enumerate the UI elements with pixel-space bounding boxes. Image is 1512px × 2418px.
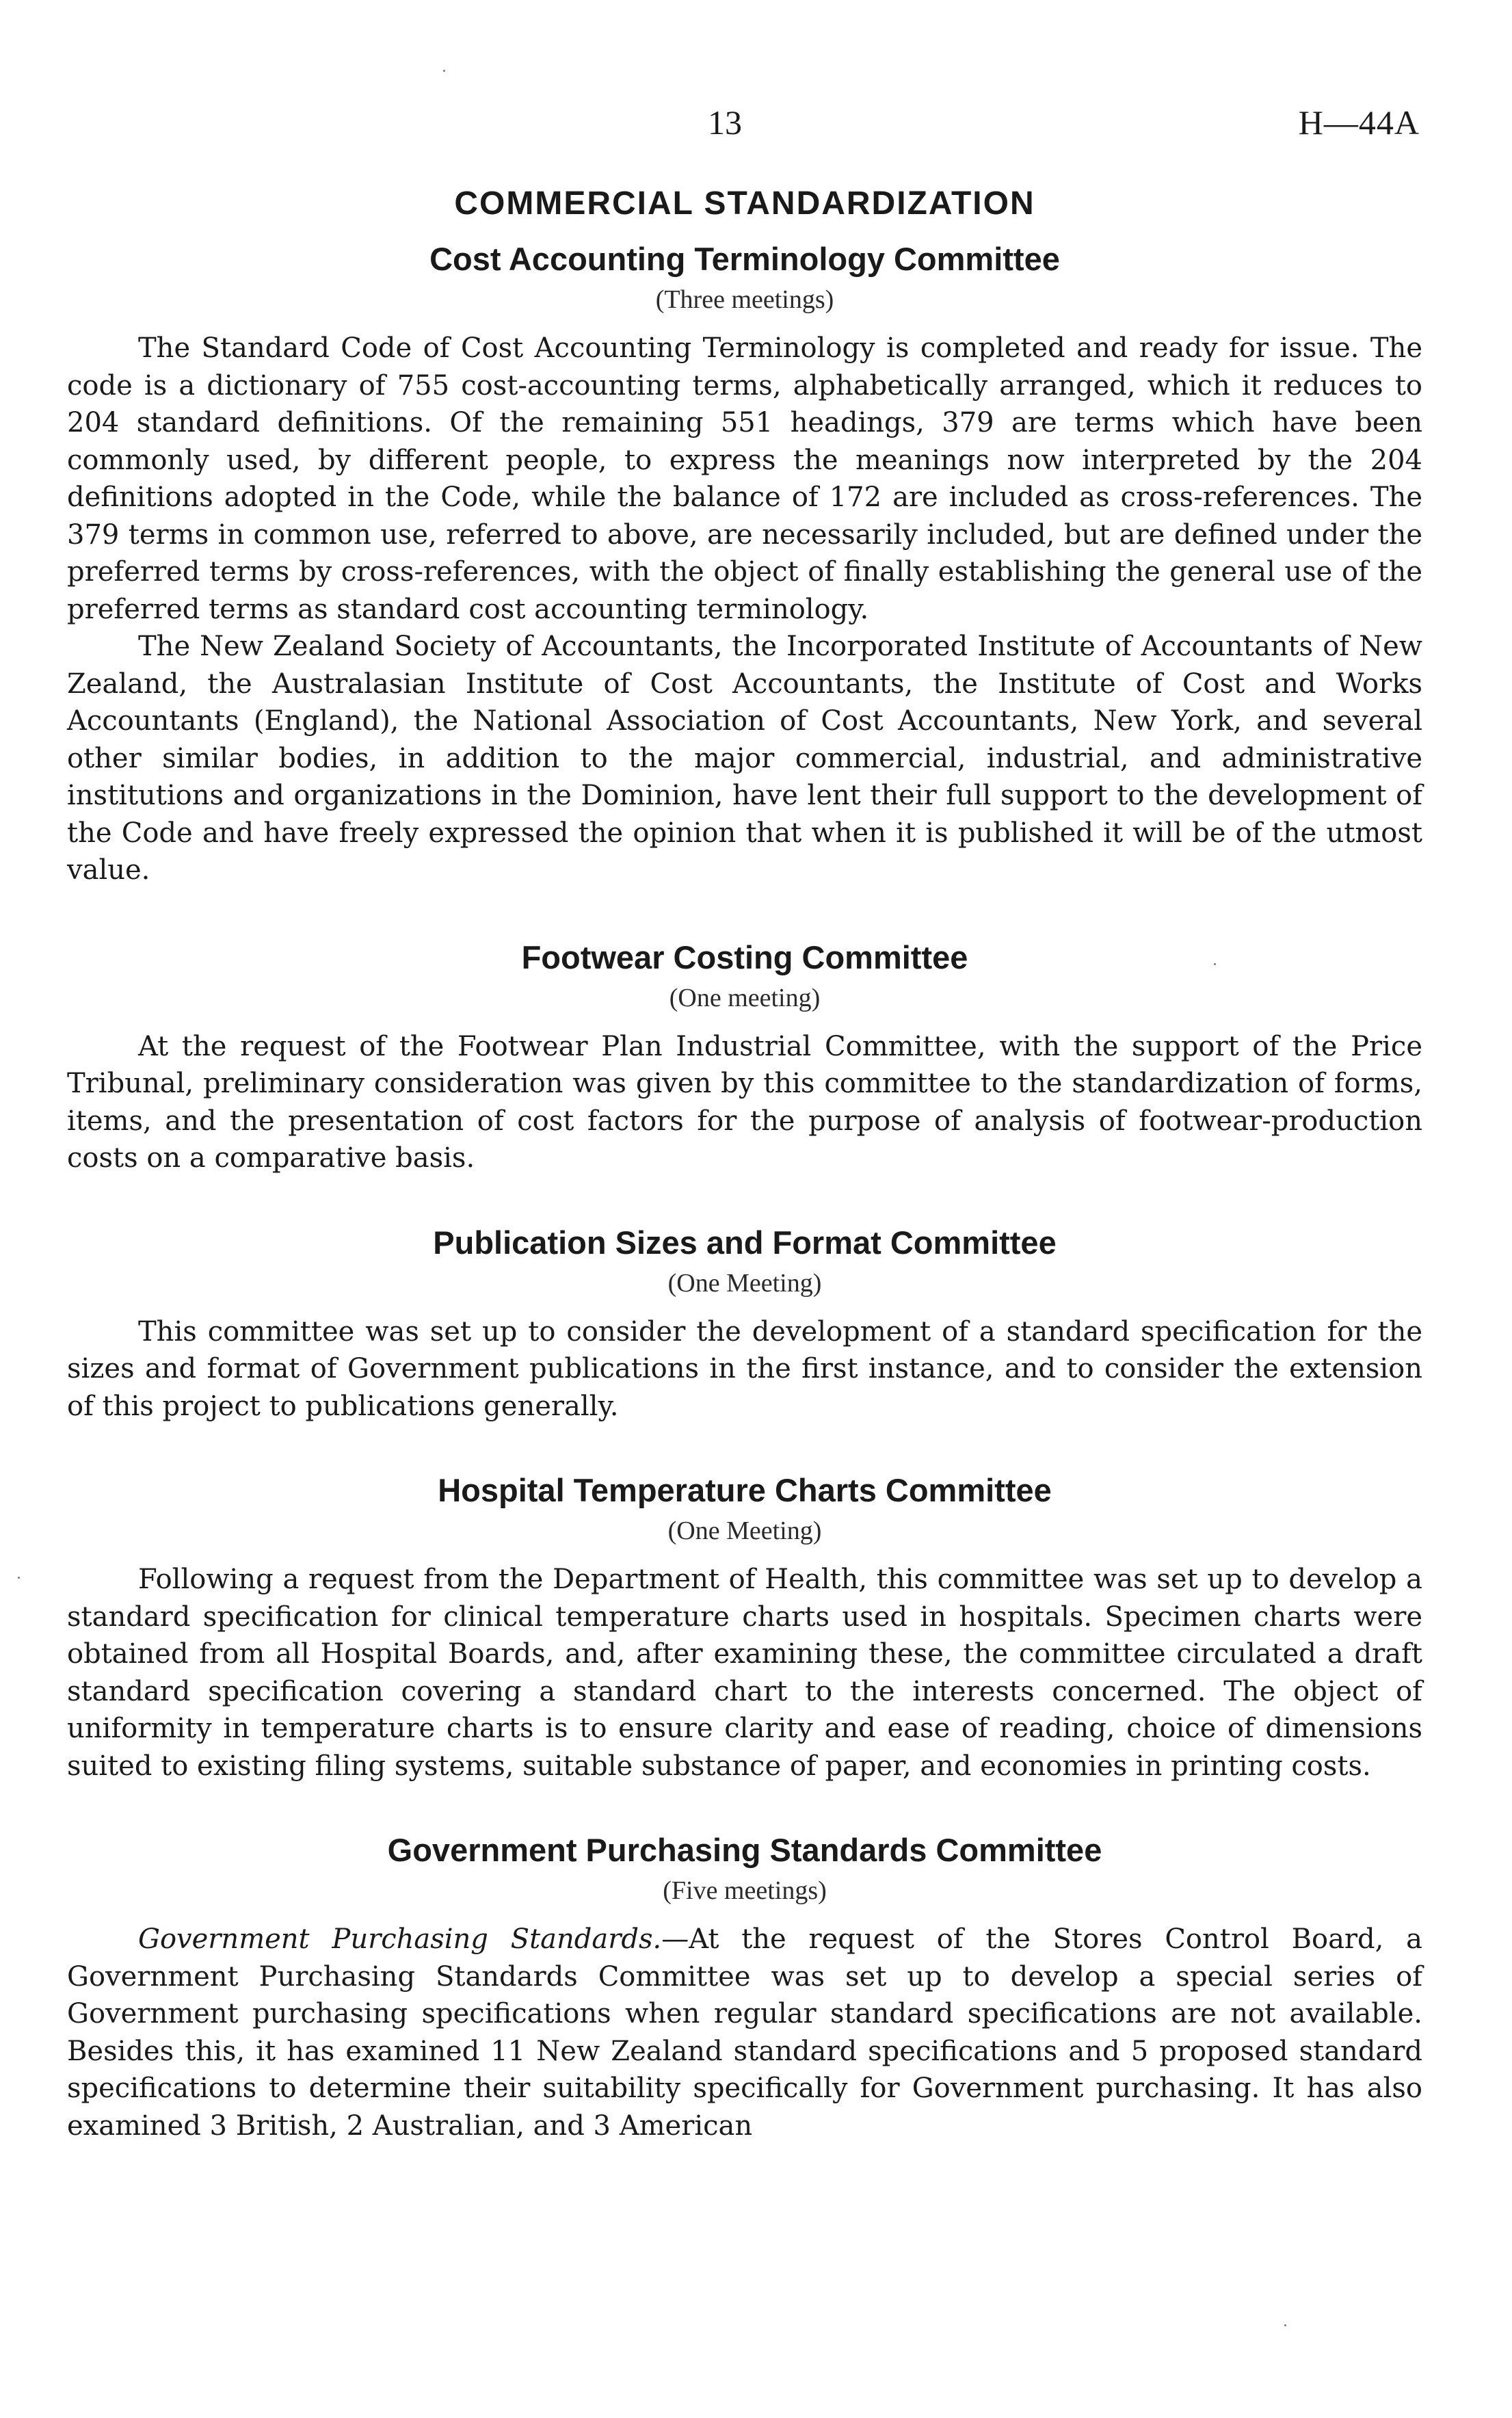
paragraph (67, 1921, 1422, 2144)
meetings-count: (Five meetings) (663, 1876, 827, 1905)
paragraph: The Standard Code of Cost Accounting Terminology is completed and ready for issue. The code is a dictionary of 755 cost-accounting terms, alphabetically arranged, which it reduces to 204 standard definitions. Of the remaining 551 headings, 379 are terms which have been commonly used, by different people, to express the meanings now interpreted by the 204 definitions adopted in the Code, while the balance of 172 are included as cross-references. The 379 terms in common use, referred to above, are necessarily included, but are defined under the preferred terms by cross-references, with the object of finally establishing the general use of the preferred terms as standard cost accounting terminology. (67, 332, 1422, 625)
section-title: Publication Sizes and Format Committee (433, 1224, 1057, 1261)
section-title: Hospital Temperature Charts Committee (438, 1472, 1052, 1508)
section-title: Footwear Costing Committee (521, 938, 968, 975)
paragraph: At the request of the Footwear Plan Industrial Committee, with the support of the Price Tribunal, preliminary consideration was given by this committee to the standardization of forms, items, and the presentation of cost factors for the purpose of analysis of footwear-production costs on a comparative basis. (67, 1030, 1422, 1174)
scan-speck (18, 1577, 20, 1579)
scan-speck (1284, 2324, 1286, 2326)
scan-speck (1214, 963, 1216, 965)
paragraph: Following a request from the Department of Health, this committee was set up to develop a standard specification for clinical temperature charts used in hospitals. Specimen charts were obtained from all Hospital Boards, and, after examining these, the committee circulated a draft standard specification covering a standard chart to the interests concerned. The object of uniformity in temperature charts is to ensure clarity and ease of reading, choice of dimensions suited to existing filing systems, suitable substance of paper, and economies in printing costs. (67, 1564, 1422, 1782)
meetings-count: (One Meeting) (667, 1268, 822, 1298)
meetings-count: (One meeting) (669, 983, 821, 1012)
lead-italic: Government Purchasing Standards. (138, 1923, 662, 1955)
paragraph-text: —At the request of the Stores Control Board, a Government Purchasing Standards Committee was set up to develop a special series of Government purchasing specifications when regular standard specifications are not available. Besides this, it has examined 11 New Zealand standard specifications and 5 proposed standard specifications to determine their suitability specifically for Government purchasing. It has also examined 3 British, 2 Australian, and 3 American (67, 1923, 1422, 2142)
page-header (0, 103, 1512, 150)
section-cost-accounting (67, 240, 1422, 889)
paragraph: The New Zealand Society of Accountants, the Incorporated Institute of Accountants of New Zealand, the Australasian Institute of Cost Accountants, the Institute of Cost and Works Accountants (England), the National Association of Cost Accountants, New York, and several other similar bodies, in addition to the major commercial, industrial, and administrative institutions and organizations in the Dominion, have lent their full support to the development of the Code and have freely expressed the opinion that when it is published it will be of the utmost value. (67, 631, 1422, 886)
page-content (67, 185, 1422, 2191)
meetings-count: (One Meeting) (667, 1516, 822, 1545)
section-title: Government Purchasing Standards Committee (387, 1832, 1102, 1868)
document-reference: H—44A (1298, 103, 1420, 142)
main-title: COMMERCIAL STANDARDIZATION (454, 185, 1035, 222)
meetings-count: (Three meetings) (655, 285, 834, 314)
section-hospital-temperature-charts (67, 1471, 1422, 1785)
section-government-purchasing (67, 1831, 1422, 2144)
paragraph: This committee was set up to consider the development of a standard specification for the sizes and format of Government publications in the first instance, and to consider the extension of this project to publications generally. (67, 1315, 1422, 1422)
section-title: Cost Accounting Terminology Committee (429, 241, 1060, 277)
page-number: 13 (708, 103, 742, 142)
section-footwear-costing (67, 938, 1422, 1177)
scan-speck (443, 70, 445, 72)
section-publication-sizes (67, 1224, 1422, 1425)
